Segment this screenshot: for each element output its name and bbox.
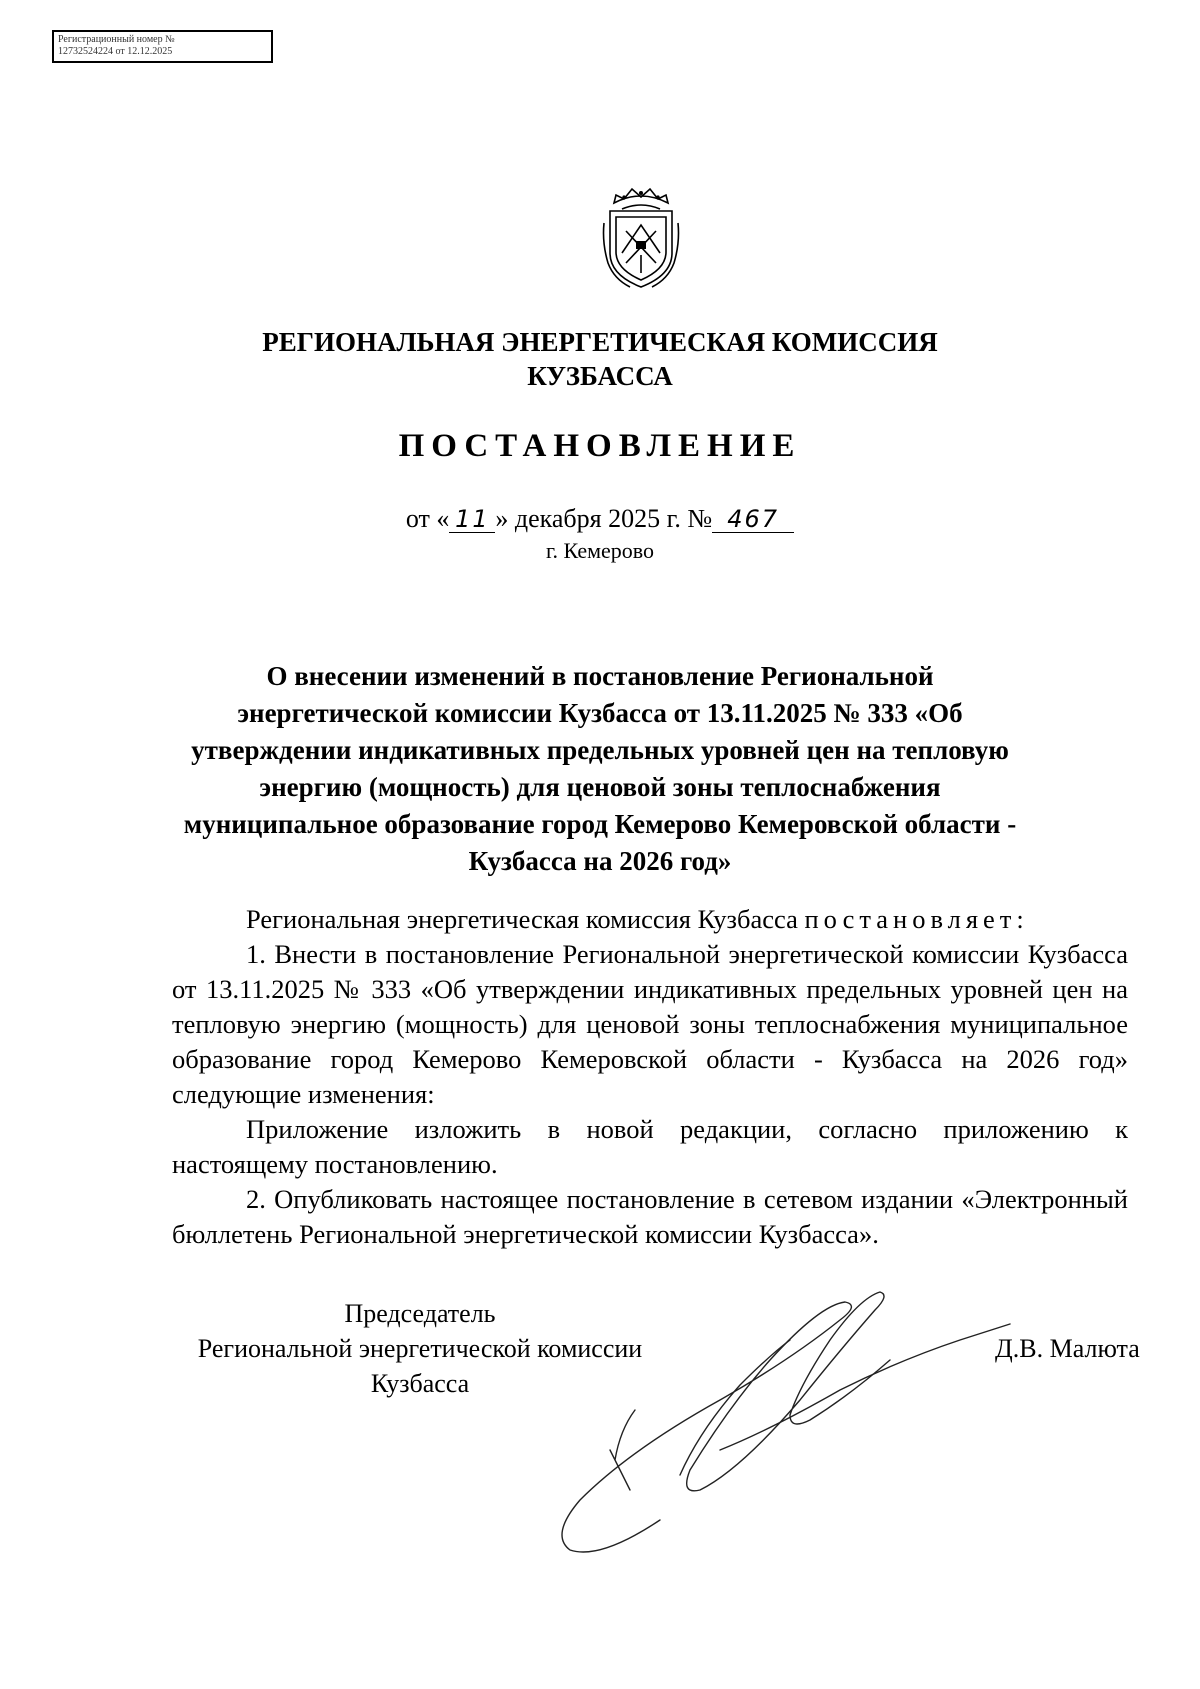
authority-name-line2: КУЗБАССА [527,361,673,391]
item-1-detail-paragraph: Приложение изложить в новой редакции, согласно приложению к настоящему постановлению. [172,1114,1128,1179]
signer-title-line1: Председатель [344,1299,496,1328]
date-middle: » декабря 2025 г. № [495,504,713,533]
authority-name-line1: РЕГИОНАЛЬНАЯ ЭНЕРГЕТИЧЕСКАЯ КОМИССИЯ [262,327,938,357]
document-body [172,902,1128,1252]
date-day-handwritten: 11 [449,506,495,533]
coat-of-arms-icon [600,183,682,291]
signer-title-line2: Региональной энергетической комиссии [197,1334,643,1363]
document-subject: О внесении изменений в постановление Региональной энергетической комиссии Кузбасса от 13.11.2025 № 333 «Об утверждении индикативных предельных уровней цен на тепловую энергию (мощность) для ценовой зоны теплоснабжения муниципальное образование город Кемерово Кемеровской области - Кузбасса на 2026 год» [183,661,1017,876]
issuing-authority [0,325,1200,393]
handwritten-signature [540,1280,1020,1570]
item-1-paragraph: 1. Внести в постановление Региональной энергетической комиссии Кузбасса от 13.11.2025 № 333 «Об утверждении индикативных предельных уровней цен на тепловую энергию (мощность) для ценовой зоны теплоснабжения муниципальное образование город Кемерово Кемеровской области - Кузбасса на 2026 год» следующие изменения: [172,939,1128,1109]
intro-text: Региональная энергетическая комиссия Кузбасса [246,904,798,934]
item-2-paragraph: 2. Опубликовать настоящее постановление в сетевом издании «Электронный бюллетень Региональной энергетической комиссии Кузбасса». [172,1184,1128,1249]
registration-number: 12732524224 от 12.12.2025 [58,46,173,57]
registration-label: Регистрационный номер № [58,34,175,45]
intro-paragraph [172,902,1128,937]
document-number-handwritten: 467 [712,506,794,533]
intro-verb: постановляет: [804,904,1029,934]
document-date-number [0,504,1200,534]
document-type: ПОСТАНОВЛЕНИЕ [398,428,802,464]
signer-name: Д.В. Малюта [995,1334,1140,1363]
registration-stamp [52,30,273,63]
city: г. Кемерово [545,538,655,563]
date-prefix: от « [405,504,450,533]
signer-title-line3: Кузбасса [370,1369,470,1398]
